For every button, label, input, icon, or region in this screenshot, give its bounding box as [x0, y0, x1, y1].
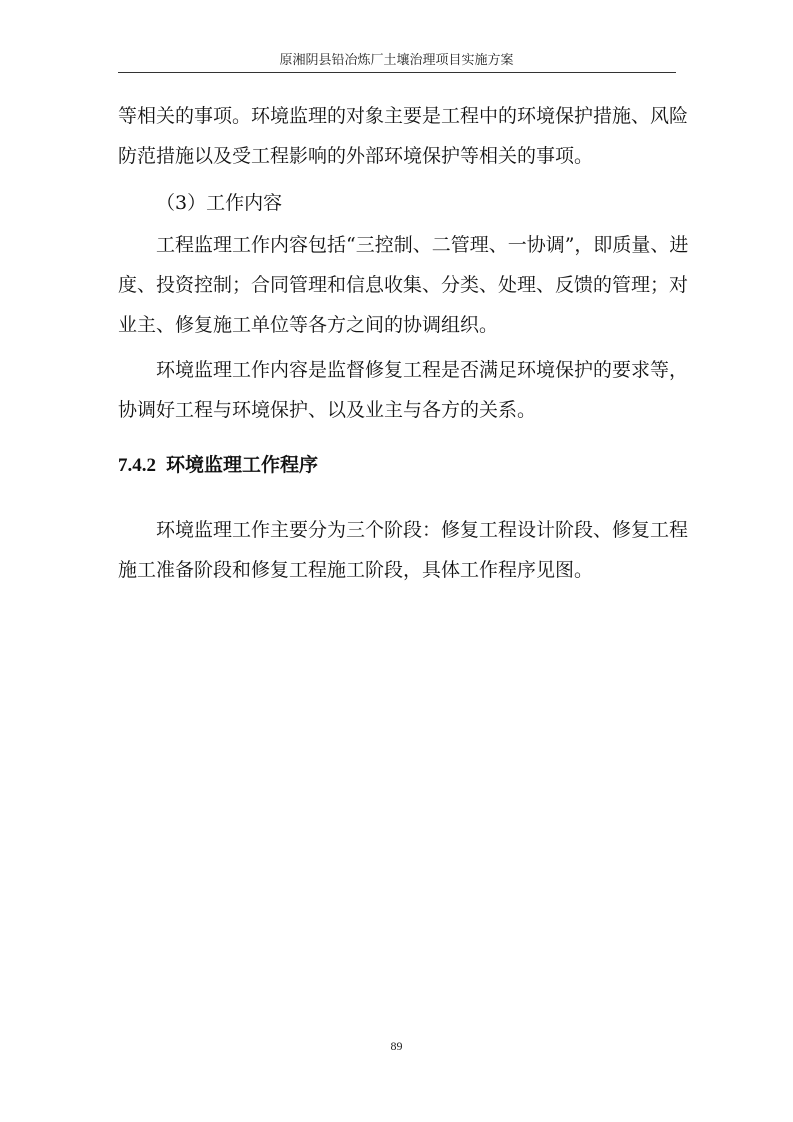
page-number: 89	[390, 1039, 403, 1053]
header-title: 原湘阴县铅冶炼厂土壤治理项目实施方案	[279, 53, 514, 68]
header-divider	[118, 72, 676, 73]
paragraph-line: 等相关的事项。环境监理的对象主要是工程中的环境保护措施、风险	[118, 105, 689, 127]
paragraph-line: 业主、修复施工单位等各方之间的协调组织。	[118, 314, 499, 336]
subheading-work-content: （3）工作内容	[156, 192, 283, 214]
section-title: 环境监理工作程序	[166, 454, 319, 476]
paragraph-4	[118, 350, 689, 430]
paragraph-line: 防范措施以及受工程影响的外部环境保护等相关的事项。	[118, 145, 594, 167]
paragraph-3	[118, 225, 689, 345]
paragraph-line: 协调好工程与环境保护、以及业主与各方的关系。	[118, 399, 537, 421]
paragraph-line: 度、投资控制；合同管理和信息收集、分类、处理、反馈的管理；对	[118, 274, 689, 296]
paragraph-line: 施工准备阶段和修复工程施工阶段，具体工作程序见图。	[118, 559, 594, 581]
paragraph-2	[118, 183, 678, 223]
paragraph-line: 工程监理工作内容包括“三控制、二管理、一协调”，即质量、进	[156, 234, 689, 256]
section-number: 7.4.2	[118, 455, 156, 476]
paragraph-1	[118, 96, 689, 176]
section-heading	[118, 450, 318, 481]
paragraph-line: 环境监理工作主要分为三个阶段：修复工程设计阶段、修复工程	[156, 519, 689, 541]
paragraph-5	[118, 510, 689, 590]
paragraph-line: 环境监理工作内容是监督修复工程是否满足环境保护的要求等，	[156, 359, 689, 381]
